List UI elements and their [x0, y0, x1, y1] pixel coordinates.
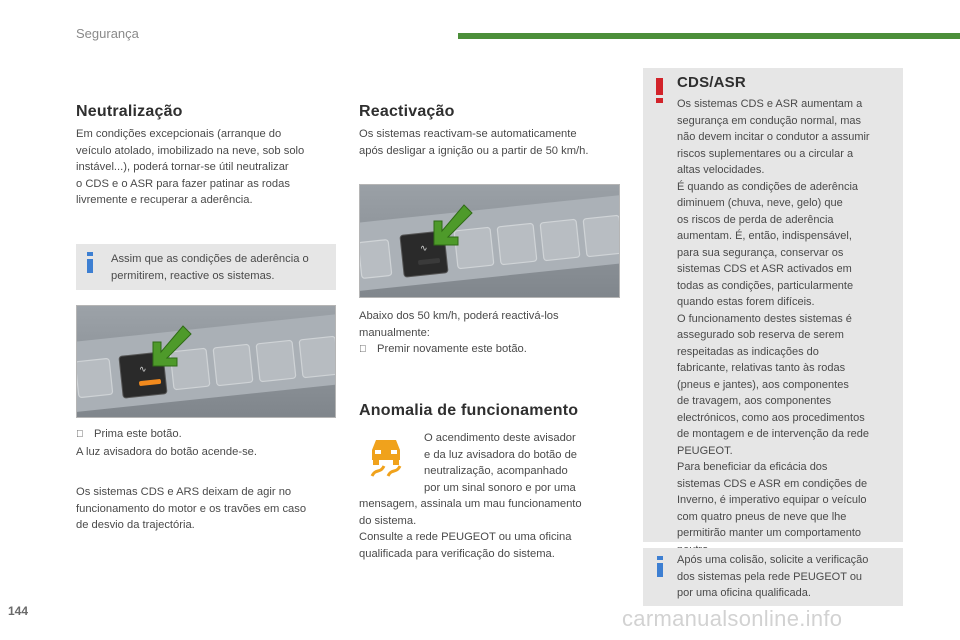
text-line: electrónicos, como aos procedimentos [677, 411, 865, 424]
text-line: Os sistemas CDS e ARS deixam de agir no [76, 486, 292, 498]
text-line: Os sistemas CDS e ASR aumentam a [677, 98, 863, 110]
skid-warning-icon [366, 436, 406, 478]
text-line: diminuem (chuva, neve, gelo) que [677, 197, 843, 209]
text-line: por uma oficina qualificada. [677, 587, 811, 599]
text-line: A luz avisadora do botão acende-se. [76, 444, 257, 457]
reactivacao-title: Reactivação [359, 103, 455, 120]
text-line: segurança em condução normal, mas [677, 114, 862, 127]
text-line: Após uma colisão, solicite a verificação [677, 554, 869, 566]
text-line: Para beneficiar da eficácia dos [677, 461, 828, 473]
reactivate-info-box [76, 244, 336, 290]
text-line: por um sinal sonoro e por uma [424, 481, 576, 494]
reactivacao-manual [359, 308, 559, 359]
text-line: permitirem, reactive os sistemas. [111, 269, 275, 282]
neutralizacao-body [76, 126, 304, 209]
cds-asr-title: CDS/ASR [677, 74, 746, 91]
text-line: PEUGEOT. [677, 444, 733, 457]
text-line: os riscos de perda de aderência [677, 213, 834, 226]
header-accent-bar [458, 33, 960, 39]
neutralize-closing [76, 484, 306, 534]
cds-asr-warning-box [643, 68, 903, 542]
text-line: instável...), poderá tornar-se útil neutralizar [76, 161, 289, 173]
neutralizacao-title: Neutralização [76, 103, 183, 120]
text-line: livremente e recuperar a aderência. [76, 194, 253, 206]
anomalia-body [359, 496, 582, 562]
text-line: veículo atolado, imobilizado na neve, sob solo [76, 144, 305, 157]
step-text: Premir novamente este botão. [377, 343, 527, 355]
text-line: de travagem, aos componentes [677, 395, 832, 407]
text-line: quando estas forem difíceis. [677, 296, 815, 308]
switch-panel-illustration [360, 185, 620, 298]
text-line: assegurado sob reserva de serem [677, 329, 844, 341]
text-line: o CDS e o ASR para fazer patinar as rodas [76, 177, 290, 190]
watermark: carmanualsonline.info [622, 606, 843, 631]
text-line: respeitadas as indicações do [677, 345, 819, 358]
anomalia-title: Anomalia de funcionamento [359, 402, 579, 419]
page-number: 144 [8, 604, 29, 618]
text-line: É quando as condições de aderência [677, 180, 859, 193]
text-line: funcionamento do motor e os travões em caso [76, 502, 307, 515]
bullet-icon [76, 427, 94, 444]
text-line: aumentam. É, então, indispensável, [677, 230, 852, 242]
text-line: para sua segurança, conservar os [677, 246, 844, 259]
svg-text:∿: ∿ [420, 244, 428, 254]
text-line: permitirão manter um comportamento [677, 527, 862, 539]
text-line: O funcionamento destes sistemas é [677, 312, 852, 325]
neutralize-button-photo [76, 305, 336, 418]
text-line: fabricante, relativas tanto às rodas [677, 362, 846, 374]
text-line: com quatro pneus de neve que lhe [677, 510, 847, 523]
text-line: manualmente: [359, 326, 430, 339]
text-line: Inverno, é imperativo equipar o veículo [677, 494, 867, 506]
svg-text:∿: ∿ [139, 365, 147, 375]
text-line: de montagem e de intervenção da rede [677, 428, 870, 440]
cds-asr-body [677, 96, 870, 558]
text-line: de desvio da trajectória. [76, 519, 195, 531]
text-line: Os sistemas reactivam-se automaticamente [359, 128, 577, 140]
text-line: riscos suplementares ou a circular a [677, 147, 854, 160]
exclamation-warning-icon [656, 78, 663, 103]
text-line: do sistema. [359, 514, 417, 527]
text-line: neutralização, acompanhado [424, 465, 568, 477]
text-line: mensagem, assinala um mau funcionamento [359, 498, 582, 510]
neutralize-steps [76, 426, 257, 460]
info-icon [87, 252, 93, 273]
text-line: sistemas CDS et ASR activados em [677, 263, 852, 275]
text-line: não devem incitar o condutor a assumir [677, 131, 870, 143]
text-line: sistemas CDS e ASR em condições de [677, 477, 868, 490]
text-line: O acendimento deste avisador [424, 432, 576, 444]
switch-panel-illustration [77, 306, 336, 418]
text-line: qualificada para verificação do sistema. [359, 547, 555, 560]
text-line: dos sistemas pela rede PEUGEOT ou [677, 570, 863, 583]
text-line: Em condições excepcionais (arranque do [76, 128, 282, 140]
text-line: (pneus e jantes), aos componentes [677, 378, 849, 391]
reactivacao-body [359, 126, 588, 159]
text-line: Abaixo dos 50 km/h, poderá reactivá-los [359, 310, 559, 322]
step-text: Prima este botão. [94, 428, 182, 440]
anomalia-indented [424, 430, 577, 496]
text-line: Consulte a rede PEUGEOT ou uma oficina [359, 531, 572, 543]
reactivate-button-photo [359, 184, 620, 298]
info-icon [657, 556, 663, 577]
text-line: e da luz avisadora do botão de [424, 448, 578, 461]
text-line: altas velocidades. [677, 164, 765, 176]
bullet-icon [359, 342, 377, 359]
section-header-title: Segurança [76, 26, 139, 41]
text-line: Assim que as condições de aderência o [111, 253, 309, 265]
text-line: após desligar a ignição ou a partir de 50 km/h. [359, 144, 589, 157]
text-line: todas as condições, particularmente [677, 279, 854, 292]
collision-info-box [643, 548, 903, 606]
